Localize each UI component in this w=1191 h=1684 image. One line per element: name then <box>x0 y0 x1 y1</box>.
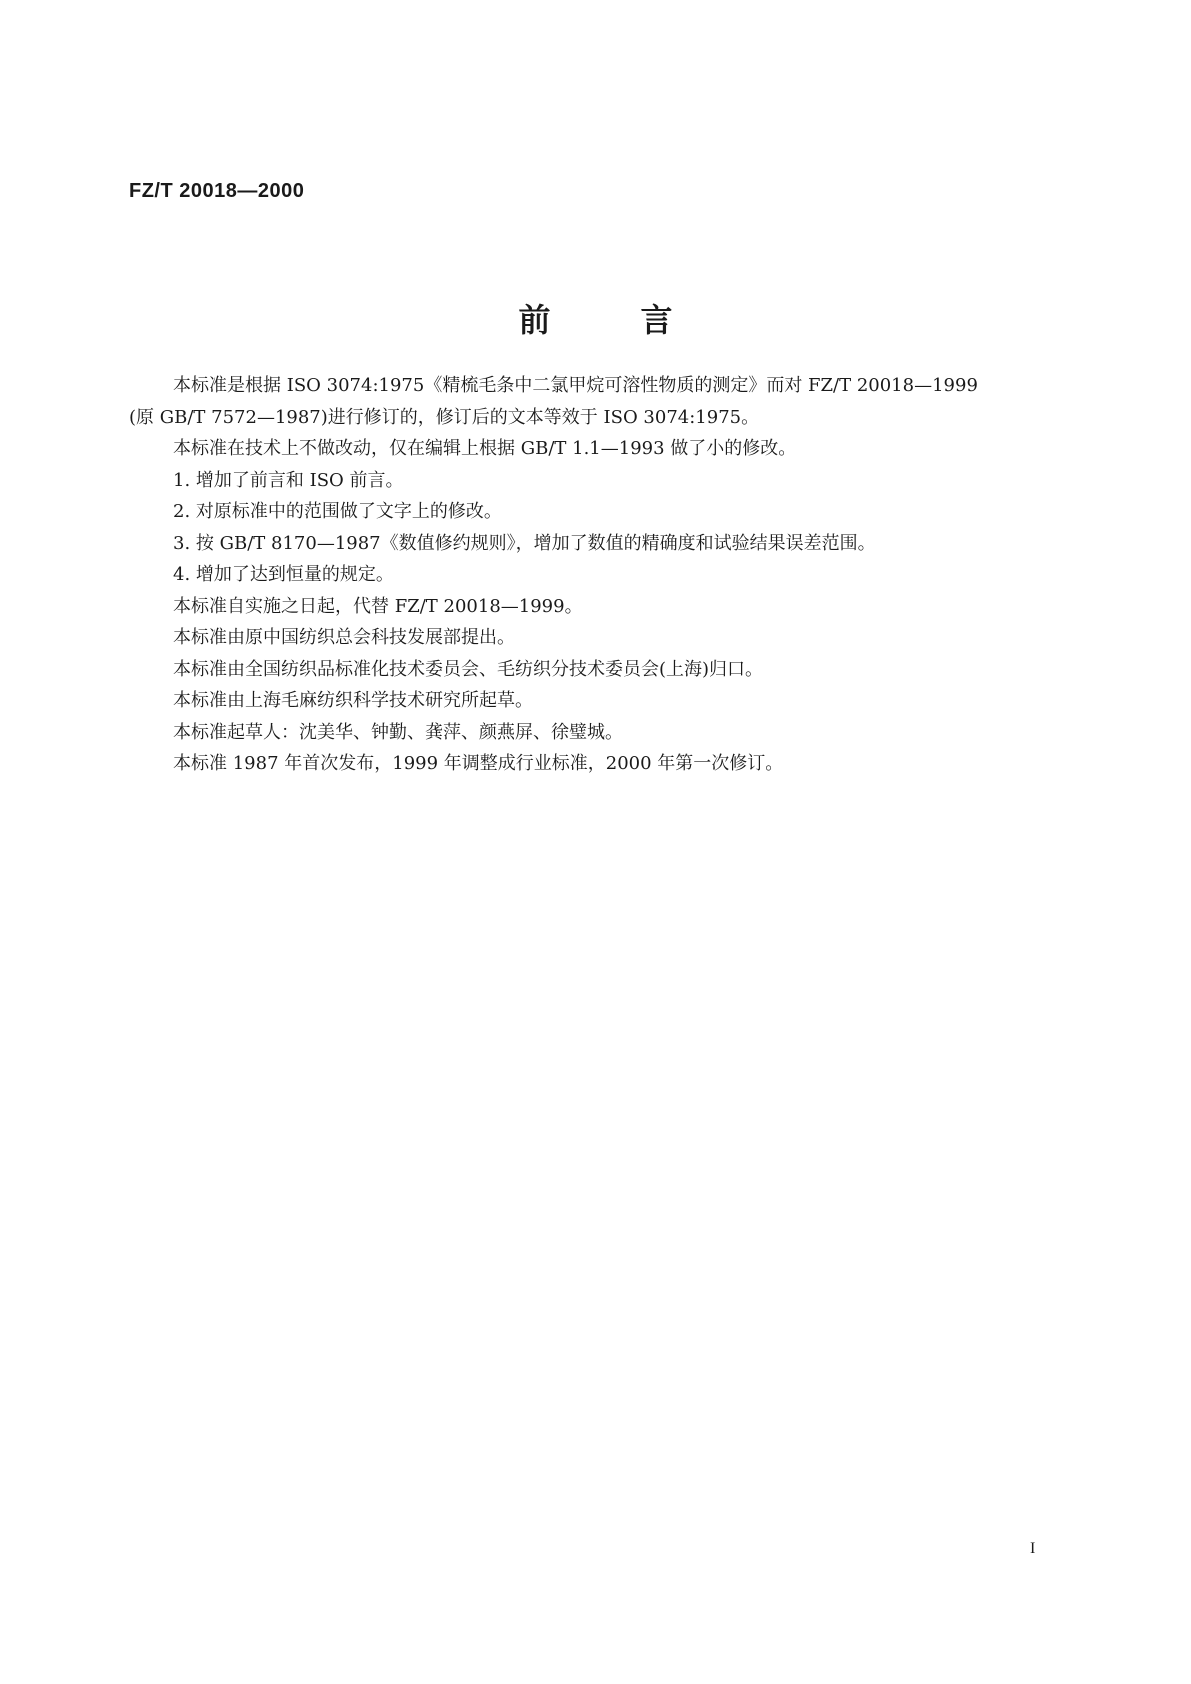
foreword-body <box>129 370 1069 780</box>
paragraph-replaces: 本标准自实施之日起，代替 FZ/T 20018—1999。 <box>173 595 583 617</box>
paragraph-basis-line2: (原 GB/T 7572—1987)进行修订的，修订后的文本等效于 ISO 3074:1975。 <box>129 406 760 428</box>
page-title: 前言 <box>518 301 763 339</box>
list-item-3: 3. 按 GB/T 8170—1987《数值修约规则》，增加了数值的精确度和试验结果误差范围。 <box>173 532 876 554</box>
standard-code: FZ/T 20018—2000 <box>129 180 305 202</box>
list-item-4: 4. 增加了达到恒量的规定。 <box>173 564 394 585</box>
paragraph-basis <box>129 370 1069 433</box>
page-number: I <box>1030 1540 1036 1557</box>
paragraph-basis-line1: 本标准是根据 ISO 3074:1975《精梳毛条中二氯甲烷可溶性物质的测定》而对 FZ/T 20018—1999 <box>173 375 978 396</box>
list-item-1: 1. 增加了前言和 ISO 前言。 <box>173 469 404 491</box>
paragraph-drafted-by: 本标准由上海毛麻纺织科学技术研究所起草。 <box>173 690 533 711</box>
paragraph-administered-by: 本标准由全国纺织品标准化技术委员会、毛纺织分技术委员会(上海)归口。 <box>173 658 764 680</box>
paragraph-technical: 本标准在技术上不做改动，仅在编辑上根据 GB/T 1.1—1993 做了小的修改。 <box>173 438 797 459</box>
paragraph-history: 本标准 1987 年首次发布，1999 年调整成行业标准，2000 年第一次修订。 <box>173 753 784 774</box>
paragraph-proposed-by: 本标准由原中国纺织总会科技发展部提出。 <box>173 627 515 648</box>
list-item-2: 2. 对原标准中的范围做了文字上的修改。 <box>173 501 502 522</box>
paragraph-drafters: 本标准起草人：沈美华、钟勤、龚萍、颜燕屏、徐璧城。 <box>173 721 623 743</box>
